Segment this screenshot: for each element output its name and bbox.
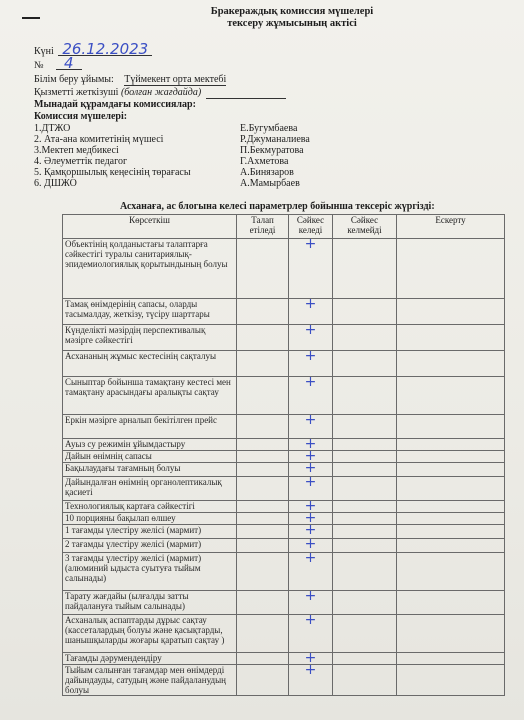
row-note-cell (397, 325, 505, 351)
row-compliant-mark: + (289, 439, 333, 451)
row-noncompliant-cell (333, 239, 397, 299)
row-note-cell (397, 377, 505, 415)
member-role-2: 2. Ата-ана комитетінің мүшесі (34, 134, 164, 145)
table-header-row (63, 215, 505, 239)
table-row (63, 553, 505, 591)
number-row (34, 54, 82, 72)
row-required-cell (237, 239, 289, 299)
row-required-cell (237, 351, 289, 377)
date-row (34, 40, 152, 58)
row-noncompliant-cell (333, 665, 397, 696)
row-noncompliant-cell (333, 615, 397, 653)
member-name-4: Г.Ахметова (240, 156, 289, 167)
row-required-cell (237, 615, 289, 653)
row-noncompliant-cell (333, 553, 397, 591)
row-note-cell (397, 351, 505, 377)
row-noncompliant-cell (333, 525, 397, 539)
table-row (63, 477, 505, 501)
row-noncompliant-cell (333, 539, 397, 553)
member-role-4: 4. Әлеуметтік педагог (34, 156, 128, 167)
members-heading: Комиссия мүшелері: (34, 111, 128, 122)
row-note-cell (397, 463, 505, 477)
row-required-cell (237, 451, 289, 463)
row-required-cell (237, 325, 289, 351)
row-note-cell (397, 513, 505, 525)
row-compliant-mark: + (289, 239, 333, 299)
row-required-cell (237, 591, 289, 615)
row-noncompliant-cell (333, 377, 397, 415)
inspection-intro: Асханаға, ас блогына келесі параметрлер бойынша тексеріс жүргізді: (120, 201, 435, 212)
row-note-cell (397, 439, 505, 451)
member-role-6: 6. ДШЖО (34, 178, 77, 189)
header-indicator: Көрсеткіш (63, 215, 237, 239)
row-note-cell (397, 299, 505, 325)
row-indicator: Тағамды дәрумендендіру (63, 653, 237, 665)
row-compliant-mark: + (289, 299, 333, 325)
row-note-cell (397, 591, 505, 615)
row-compliant-mark: + (289, 463, 333, 477)
member-name-1: Е.Бугумбаева (240, 123, 298, 134)
row-indicator: Дайындалған өнімнің органолептикалық қасиеті (63, 477, 237, 501)
commission-heading: Мынадай құрамдағы комиссиялар: (34, 99, 196, 110)
row-compliant-mark: + (289, 525, 333, 539)
employee-row (34, 87, 286, 99)
row-compliant-mark: + (289, 539, 333, 553)
row-note-cell (397, 539, 505, 553)
member-role-3: 3.Мектеп медбикесі (34, 145, 119, 156)
row-compliant-mark: + (289, 615, 333, 653)
row-indicator: Еркін мәзірге арналып бекітілген прейс (63, 415, 237, 439)
row-compliant-mark: + (289, 477, 333, 501)
table-row (63, 239, 505, 299)
row-indicator: Дайын өнімнің сапасы (63, 451, 237, 463)
member-role-5: 5. Қамқоршылық кеңесінің төрағасы (34, 167, 191, 178)
table-row (63, 415, 505, 439)
document-title-line1: Бракераждық комиссия мүшелері (210, 6, 374, 17)
member-name-2: Р.Джуманалиева (240, 134, 310, 145)
row-compliant-mark: + (289, 415, 333, 439)
employee-hint: (болған жағдайда) (120, 87, 202, 98)
header-compliant: Сәйкес келеді (289, 215, 333, 239)
table-row (63, 451, 505, 463)
row-compliant-mark: + (289, 351, 333, 377)
employee-blank (206, 87, 286, 99)
row-indicator: Бақылаудағы тағамның болуы (63, 463, 237, 477)
row-required-cell (237, 539, 289, 553)
table-row (63, 591, 505, 615)
row-compliant-mark: + (289, 325, 333, 351)
row-indicator: 3 тағамды үлестіру желісі (мармит) (алюминий ыдыста суытуға тыйым салынады) (63, 553, 237, 591)
row-noncompliant-cell (333, 591, 397, 615)
row-indicator: Технологиялық картаға сәйкестігі (63, 501, 237, 513)
row-indicator: Күнделікті мәзірдің перспективалық мәзірге сәйкестігі (63, 325, 237, 351)
table-row (63, 513, 505, 525)
row-note-cell (397, 653, 505, 665)
header-noncompliant: Сәйкес келмейді (333, 215, 397, 239)
table-body (63, 236, 505, 696)
row-indicator: Тамақ өнімдерінің сапасы, оларды тасымалдау, жеткізу, түсіру шарттары (63, 299, 237, 325)
row-indicator: Тыйым салынған тағамдар мен өнімдерді дайындауды, сатудың және пайдаланудың болуы (63, 665, 237, 696)
date-label: Күні (34, 46, 54, 57)
row-indicator: 10 порцияны бақылап өлшеу (63, 513, 237, 525)
table-row (63, 539, 505, 553)
row-note-cell (397, 415, 505, 439)
number-value: 4 (56, 58, 82, 70)
row-noncompliant-cell (333, 439, 397, 451)
row-note-cell (397, 501, 505, 513)
row-required-cell (237, 439, 289, 451)
row-note-cell (397, 451, 505, 463)
row-note-cell (397, 525, 505, 539)
org-value: Түймекент орта мектебі (124, 74, 227, 85)
row-note-cell (397, 477, 505, 501)
row-required-cell (237, 415, 289, 439)
row-required-cell (237, 525, 289, 539)
row-noncompliant-cell (333, 451, 397, 463)
row-required-cell (237, 501, 289, 513)
header-note: Ескерту (397, 215, 505, 239)
table-row (63, 653, 505, 665)
row-indicator: 2 тағамды үлестіру желісі (мармит) (63, 539, 237, 553)
row-noncompliant-cell (333, 513, 397, 525)
table-row (63, 377, 505, 415)
row-compliant-mark: + (289, 513, 333, 525)
row-note-cell (397, 553, 505, 591)
row-indicator: Тарату жағдайы (ылғалды затты пайдалануға тыйым салынады) (63, 591, 237, 615)
table-row (63, 501, 505, 513)
member-role-1: 1.ДТЖО (34, 123, 71, 134)
employee-label: Қызметті жеткізуші (34, 87, 119, 98)
number-label: № (34, 60, 44, 71)
row-note-cell (397, 615, 505, 653)
table-row (63, 325, 505, 351)
member-name-3: П.Бекмуратова (240, 145, 304, 156)
table-row (63, 351, 505, 377)
org-label: Білім беру ұйымы: (34, 74, 114, 85)
row-noncompliant-cell (333, 477, 397, 501)
inspection-table (62, 214, 505, 696)
row-noncompliant-cell (333, 299, 397, 325)
table-row (63, 439, 505, 451)
row-note-cell (397, 665, 505, 696)
member-name-5: А.Бинязаров (240, 167, 294, 178)
row-compliant-mark: + (289, 591, 333, 615)
table-row (63, 299, 505, 325)
row-noncompliant-cell (333, 351, 397, 377)
row-indicator: Асханалық аспаптарды дұрыс сақтау (кассеталардың болуы және қасықтарды, шанышқыларды жоғары қаратып сақтау ) (63, 615, 237, 653)
table-row (63, 615, 505, 653)
row-noncompliant-cell (333, 325, 397, 351)
row-compliant-mark: + (289, 451, 333, 463)
row-required-cell (237, 299, 289, 325)
row-noncompliant-cell (333, 415, 397, 439)
row-compliant-mark: + (289, 553, 333, 591)
row-noncompliant-cell (333, 653, 397, 665)
row-required-cell (237, 665, 289, 696)
row-required-cell (237, 463, 289, 477)
row-noncompliant-cell (333, 501, 397, 513)
row-indicator: 1 тағамды үлестіру желісі (мармит) (63, 525, 237, 539)
date-value: 26.12.2023 (58, 44, 152, 56)
row-compliant-mark: + (289, 377, 333, 415)
row-indicator: Объектінің қолданыстағы талаптарға сәйкестігі туралы санитариялық-эпидемиологиялық қорытындының болуы (63, 239, 237, 299)
row-indicator: Ауыз су режимін ұйымдастыру (63, 439, 237, 451)
table-row (63, 665, 505, 696)
row-indicator: Сыныптар бойынша тамақтану кестесі мен тамақтану арасындағы аралықты сақтау (63, 377, 237, 415)
row-required-cell (237, 377, 289, 415)
org-row (34, 74, 226, 86)
row-required-cell (237, 477, 289, 501)
row-note-cell (397, 239, 505, 299)
header-required: Талап етіледі (237, 215, 289, 239)
document-title-line2: тексеру жұмысының актісі (227, 18, 357, 29)
row-required-cell (237, 553, 289, 591)
row-indicator: Асхананың жұмыс кестесінің сақталуы (63, 351, 237, 377)
row-noncompliant-cell (333, 463, 397, 477)
member-name-6: А.Мамырбаев (240, 178, 300, 189)
row-compliant-mark: + (289, 501, 333, 513)
row-required-cell (237, 513, 289, 525)
row-compliant-mark: + (289, 653, 333, 665)
row-compliant-mark: + (289, 665, 333, 696)
row-required-cell (237, 653, 289, 665)
table-row (63, 525, 505, 539)
table-row (63, 463, 505, 477)
